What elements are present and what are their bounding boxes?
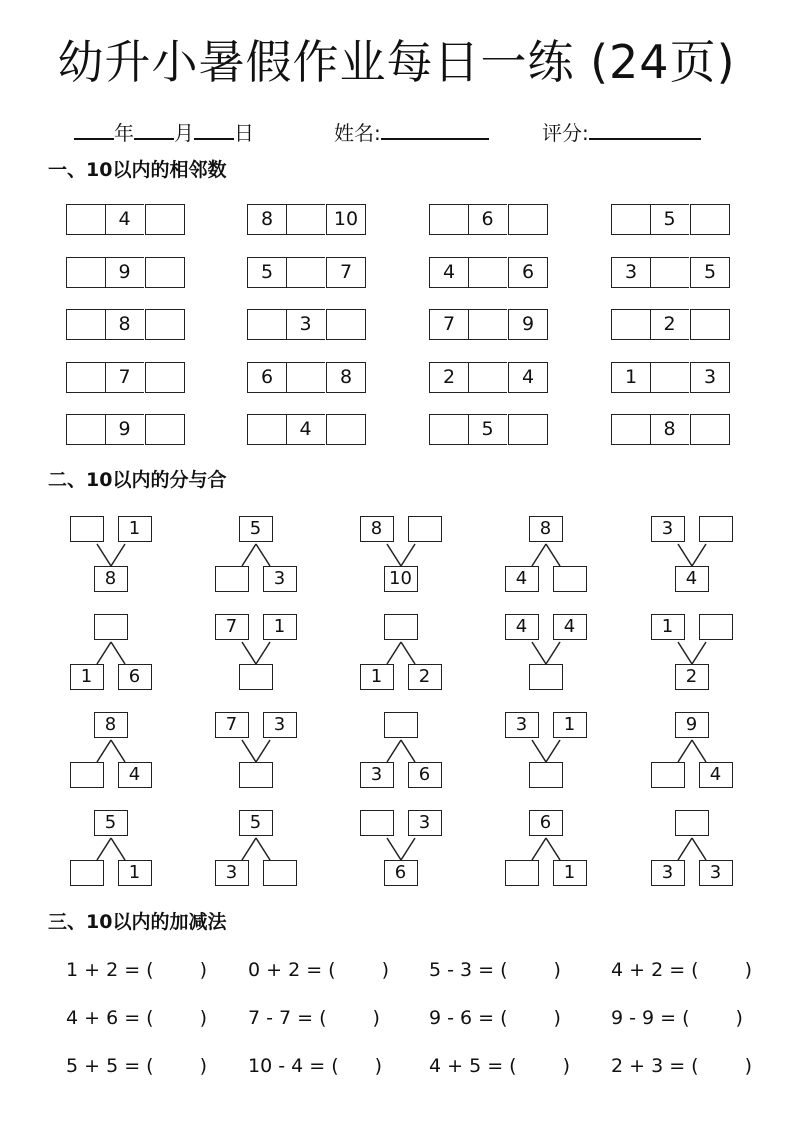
close-paren: ) <box>744 1055 753 1077</box>
answer-box[interactable] <box>384 614 418 640</box>
neighbor-triple <box>611 309 729 340</box>
connector-line <box>678 838 692 860</box>
equation <box>429 958 561 982</box>
close-paren: ) <box>553 1007 561 1029</box>
answer-box[interactable] <box>508 414 548 445</box>
answer-box[interactable] <box>690 204 730 235</box>
connector-line <box>532 838 546 860</box>
answer-box[interactable] <box>529 762 563 788</box>
answer-box[interactable] <box>429 204 469 235</box>
section-title-decompose: 二、10以内的分与合 <box>48 469 227 491</box>
equation-text: 4 + 2 = ( <box>611 959 699 981</box>
equation <box>248 1006 380 1030</box>
day-blank[interactable] <box>194 118 234 140</box>
connector-line <box>692 740 706 762</box>
number-box: 7 <box>105 362 144 393</box>
number-box: 9 <box>105 257 144 288</box>
neighbor-triple <box>429 257 547 288</box>
number-box: 8 <box>94 566 128 592</box>
number-box: 1 <box>263 614 297 640</box>
number-box: 10 <box>384 566 418 592</box>
answer-box[interactable] <box>70 516 104 542</box>
number-box: 7 <box>215 614 249 640</box>
neighbor-triple <box>247 309 365 340</box>
answer-box[interactable] <box>651 762 685 788</box>
year-label: 年 <box>114 121 134 145</box>
close-paren: ) <box>199 959 208 981</box>
number-box: 8 <box>326 362 366 393</box>
answer-box[interactable] <box>553 566 587 592</box>
close-paren: ) <box>199 1055 208 1077</box>
number-box: 2 <box>429 362 469 393</box>
answer-box[interactable] <box>263 860 297 886</box>
page-title: 幼升小暑假作业每日一练 (24页) <box>57 35 736 89</box>
equation <box>66 958 207 982</box>
score-blank[interactable] <box>589 118 701 140</box>
number-box: 2 <box>650 309 689 340</box>
equation-text: 0 + 2 = ( <box>248 959 336 981</box>
connector-line <box>97 544 111 566</box>
number-box: 5 <box>468 414 507 445</box>
number-box: 5 <box>239 810 273 836</box>
answer-box[interactable] <box>66 362 106 393</box>
year-blank[interactable] <box>74 118 114 140</box>
answer-box[interactable] <box>145 204 185 235</box>
close-paren: ) <box>553 959 561 981</box>
equation <box>611 958 752 982</box>
answer-box[interactable] <box>690 309 730 340</box>
answer-box[interactable] <box>66 204 106 235</box>
answer-box[interactable] <box>611 309 651 340</box>
answer-box[interactable] <box>286 257 325 288</box>
number-box: 7 <box>326 257 366 288</box>
number-box: 3 <box>699 860 733 886</box>
connector-line <box>532 740 546 762</box>
section-title-neighbors: 一、10以内的相邻数 <box>48 159 227 181</box>
connector-line <box>97 838 111 860</box>
connector-line <box>387 740 401 762</box>
equation-text: 10 - 4 = ( <box>248 1055 339 1077</box>
neighbor-triple <box>429 362 547 393</box>
number-box: 4 <box>429 257 469 288</box>
number-box: 8 <box>247 204 287 235</box>
number-box: 4 <box>699 762 733 788</box>
equation-text: 4 + 6 = ( <box>66 1007 154 1029</box>
answer-box[interactable] <box>429 414 469 445</box>
number-box: 4 <box>553 614 587 640</box>
answer-box[interactable] <box>508 204 548 235</box>
answer-box[interactable] <box>360 810 394 836</box>
answer-box[interactable] <box>468 257 507 288</box>
answer-box[interactable] <box>145 362 185 393</box>
equation-text: 1 + 2 = ( <box>66 959 154 981</box>
connector-line <box>692 544 706 566</box>
connector-line <box>256 642 270 664</box>
number-box: 5 <box>239 516 273 542</box>
close-paren: ) <box>735 1007 743 1029</box>
answer-box[interactable] <box>611 414 651 445</box>
number-box: 2 <box>408 664 442 690</box>
number-box: 6 <box>118 664 152 690</box>
answer-box[interactable] <box>70 860 104 886</box>
number-box: 3 <box>286 309 325 340</box>
score-field <box>542 118 701 146</box>
connector-line <box>256 740 270 762</box>
equation <box>66 1006 207 1030</box>
neighbor-triple <box>66 309 184 340</box>
number-box: 3 <box>408 810 442 836</box>
connector-line <box>242 740 256 762</box>
connector-line <box>387 838 401 860</box>
answer-box[interactable] <box>286 362 325 393</box>
connector-line <box>387 544 401 566</box>
number-box: 4 <box>105 204 144 235</box>
connector-line <box>546 740 560 762</box>
answer-box[interactable] <box>468 362 507 393</box>
equation <box>611 1054 752 1078</box>
number-box: 3 <box>611 257 651 288</box>
connector-line <box>111 740 125 762</box>
number-box: 8 <box>105 309 144 340</box>
name-field <box>334 118 489 146</box>
number-box: 10 <box>326 204 366 235</box>
equation <box>66 1054 207 1078</box>
answer-box[interactable] <box>145 414 185 445</box>
number-box: 5 <box>94 810 128 836</box>
connector-line <box>692 642 706 664</box>
equation <box>248 958 389 982</box>
number-box: 4 <box>118 762 152 788</box>
answer-box[interactable] <box>239 664 273 690</box>
neighbor-triple <box>611 257 729 288</box>
answer-box[interactable] <box>70 762 104 788</box>
number-box: 3 <box>360 762 394 788</box>
connector-line <box>546 544 560 566</box>
answer-box[interactable] <box>66 309 106 340</box>
connector-line <box>401 544 415 566</box>
number-box: 1 <box>553 712 587 738</box>
connector-line <box>242 642 256 664</box>
connector-line <box>546 642 560 664</box>
connector-line <box>401 740 415 762</box>
equation-text: 7 - 7 = ( <box>248 1007 327 1029</box>
answer-box[interactable] <box>675 810 709 836</box>
answer-box[interactable] <box>145 309 185 340</box>
equation-text: 9 - 6 = ( <box>429 1007 508 1029</box>
equation-text: 5 + 5 = ( <box>66 1055 154 1077</box>
number-box: 4 <box>286 414 325 445</box>
connector-line <box>242 838 256 860</box>
number-box: 1 <box>651 614 685 640</box>
answer-box[interactable] <box>239 762 273 788</box>
neighbor-triple <box>66 257 184 288</box>
number-box: 9 <box>675 712 709 738</box>
connector-line <box>111 544 125 566</box>
connector-line <box>401 838 415 860</box>
answer-box[interactable] <box>611 204 651 235</box>
answer-box[interactable] <box>247 414 287 445</box>
answer-box[interactable] <box>505 860 539 886</box>
neighbor-triple <box>429 309 547 340</box>
neighbor-triple <box>429 414 547 445</box>
close-paren: ) <box>562 1055 571 1077</box>
number-box: 6 <box>247 362 287 393</box>
answer-box[interactable] <box>529 664 563 690</box>
number-box: 3 <box>651 860 685 886</box>
name-blank[interactable] <box>381 118 489 140</box>
connector-line <box>532 544 546 566</box>
connector-line <box>97 642 111 664</box>
equation-text: 5 - 3 = ( <box>429 959 508 981</box>
number-box: 9 <box>105 414 144 445</box>
answer-box[interactable] <box>215 566 249 592</box>
connector-line <box>678 544 692 566</box>
info-line <box>0 118 793 148</box>
number-box: 1 <box>118 860 152 886</box>
number-box: 1 <box>553 860 587 886</box>
close-paren: ) <box>199 1007 208 1029</box>
connector-line <box>256 544 270 566</box>
day-label: 日 <box>234 121 254 145</box>
connector-line <box>111 642 125 664</box>
number-box: 8 <box>650 414 689 445</box>
number-box: 7 <box>429 309 469 340</box>
number-box: 8 <box>94 712 128 738</box>
neighbor-triple <box>66 414 184 445</box>
number-box: 6 <box>468 204 507 235</box>
month-label: 月 <box>174 121 194 145</box>
number-box: 6 <box>508 257 548 288</box>
answer-box[interactable] <box>326 309 366 340</box>
number-box: 2 <box>675 664 709 690</box>
answer-box[interactable] <box>468 309 507 340</box>
answer-box[interactable] <box>699 516 733 542</box>
neighbor-triple <box>66 204 184 235</box>
connector-line <box>532 642 546 664</box>
number-box: 8 <box>529 516 563 542</box>
connector-line <box>387 642 401 664</box>
neighbor-triple <box>247 414 365 445</box>
number-box: 3 <box>263 566 297 592</box>
close-paren: ) <box>744 959 753 981</box>
number-box: 4 <box>675 566 709 592</box>
connector-line <box>97 740 111 762</box>
neighbor-triple <box>611 362 729 393</box>
answer-box[interactable] <box>286 204 325 235</box>
connector-line <box>111 838 125 860</box>
answer-box[interactable] <box>690 414 730 445</box>
close-paren: ) <box>372 1007 380 1029</box>
connector-line <box>256 838 270 860</box>
answer-box[interactable] <box>408 516 442 542</box>
number-box: 9 <box>508 309 548 340</box>
number-box: 1 <box>360 664 394 690</box>
number-box: 4 <box>505 614 539 640</box>
number-box: 4 <box>508 362 548 393</box>
number-box: 5 <box>247 257 287 288</box>
equation <box>429 1006 561 1030</box>
connector-line <box>692 838 706 860</box>
equation-text: 4 + 5 = ( <box>429 1055 517 1077</box>
number-box: 3 <box>505 712 539 738</box>
connector-line <box>242 544 256 566</box>
number-box: 8 <box>360 516 394 542</box>
equation <box>429 1054 570 1078</box>
answer-box[interactable] <box>66 257 106 288</box>
neighbor-triple <box>247 362 365 393</box>
answer-box[interactable] <box>326 414 366 445</box>
number-box: 7 <box>215 712 249 738</box>
number-box: 3 <box>651 516 685 542</box>
close-paren: ) <box>374 1055 383 1077</box>
answer-box[interactable] <box>384 712 418 738</box>
number-box: 5 <box>650 204 689 235</box>
number-box: 1 <box>611 362 651 393</box>
connector-line <box>401 642 415 664</box>
answer-box[interactable] <box>650 257 689 288</box>
number-box: 1 <box>118 516 152 542</box>
answer-box[interactable] <box>247 309 287 340</box>
answer-box[interactable] <box>699 614 733 640</box>
number-box: 1 <box>70 664 104 690</box>
number-box: 6 <box>408 762 442 788</box>
date-fields <box>74 118 254 146</box>
equation-text: 9 - 9 = ( <box>611 1007 690 1029</box>
number-box: 5 <box>690 257 730 288</box>
neighbor-triple <box>429 204 547 235</box>
neighbor-triple <box>66 362 184 393</box>
equation <box>248 1054 382 1078</box>
section-title-arithmetic: 三、10以内的加减法 <box>48 911 227 933</box>
neighbor-triple <box>611 414 729 445</box>
number-box: 3 <box>263 712 297 738</box>
number-box: 3 <box>215 860 249 886</box>
answer-box[interactable] <box>66 414 106 445</box>
number-box: 6 <box>384 860 418 886</box>
neighbor-triple <box>247 257 365 288</box>
connector-line <box>678 642 692 664</box>
answer-box[interactable] <box>94 614 128 640</box>
name-label: 姓名: <box>334 121 381 145</box>
equation <box>611 1006 743 1030</box>
neighbor-triple <box>247 204 365 235</box>
score-label: 评分: <box>542 121 589 145</box>
number-box: 4 <box>505 566 539 592</box>
equation-text: 2 + 3 = ( <box>611 1055 699 1077</box>
close-paren: ) <box>381 959 390 981</box>
answer-box[interactable] <box>145 257 185 288</box>
number-box: 6 <box>529 810 563 836</box>
answer-box[interactable] <box>650 362 689 393</box>
connector-line <box>678 740 692 762</box>
neighbor-triple <box>611 204 729 235</box>
number-box: 3 <box>690 362 730 393</box>
connector-line <box>546 838 560 860</box>
month-blank[interactable] <box>134 118 174 140</box>
